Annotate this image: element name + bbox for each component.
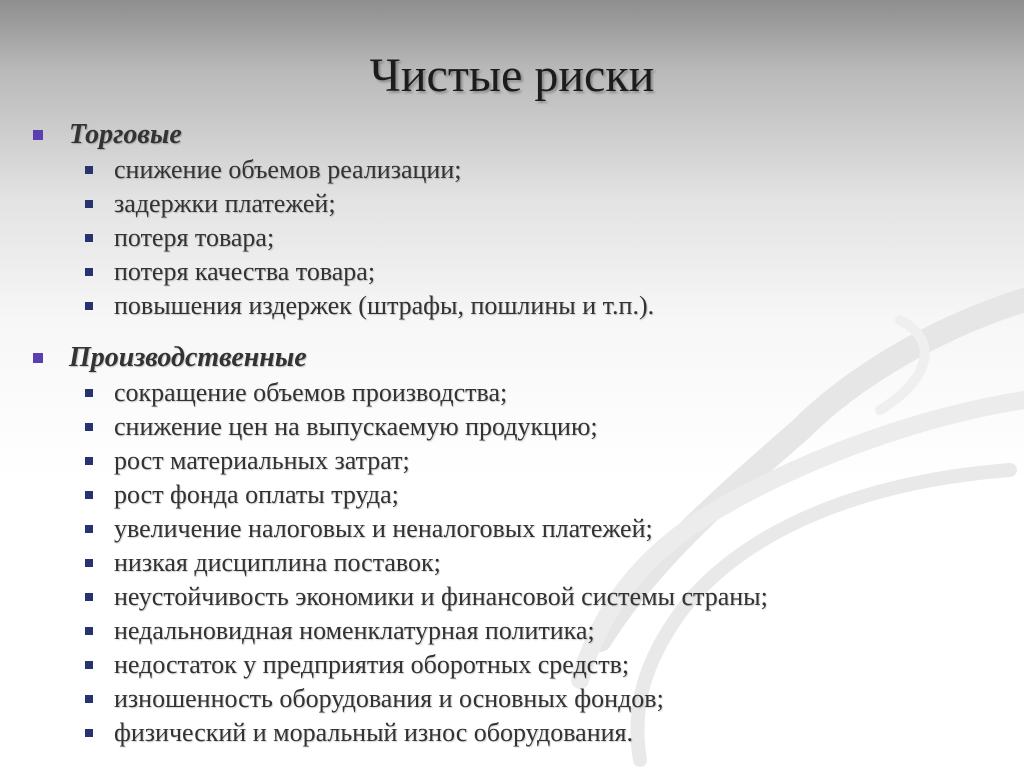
list-item-text: изношенность оборудования и основных фондов; — [114, 684, 664, 713]
list-item-text: повышения издержек (штрафы, пошлины и т.п.). — [114, 291, 655, 320]
list-item-text: сокращение объемов производства; — [114, 378, 508, 407]
list-item-text: физический и моральный износ оборудования. — [114, 718, 633, 747]
list-item-text: снижение объемов реализации; — [114, 155, 462, 184]
list-item-text: увеличение налоговых и неналоговых платежей; — [114, 514, 653, 543]
square-bullet-icon — [33, 353, 43, 363]
square-bullet-icon — [85, 302, 93, 310]
list-item-text: потеря товара; — [114, 223, 275, 252]
list-item-text: задержки платежей; — [114, 189, 336, 218]
square-bullet-icon — [85, 729, 93, 737]
list-item-text: неустойчивость экономики и финансовой системы страны; — [114, 582, 768, 611]
list-item-text: рост фонда оплаты труда; — [114, 480, 399, 509]
square-bullet-icon — [85, 166, 93, 174]
list-item-text: снижение цен на выпускаемую продукцию; — [114, 412, 598, 441]
list-item-text: недальновидная номенклатурная политика; — [114, 616, 595, 645]
square-bullet-icon — [85, 389, 93, 397]
square-bullet-icon — [33, 130, 43, 140]
square-bullet-icon — [85, 234, 93, 242]
square-bullet-icon — [85, 491, 93, 499]
list-item-text: недостаток у предприятия оборотных средств; — [114, 650, 630, 679]
square-bullet-icon — [85, 593, 93, 601]
slide-title: Чистые риски — [369, 49, 655, 102]
square-bullet-icon — [85, 457, 93, 465]
list-item-text: потеря качества товара; — [114, 257, 376, 286]
list-item-text: низкая дисциплина поставок; — [114, 548, 441, 577]
square-bullet-icon — [85, 627, 93, 635]
list-item-text: рост материальных затрат; — [114, 446, 410, 475]
section-title-production: Производственные — [69, 342, 307, 373]
square-bullet-icon — [85, 423, 93, 431]
square-bullet-icon — [85, 268, 93, 276]
square-bullet-icon — [85, 559, 93, 567]
square-bullet-icon — [85, 525, 93, 533]
square-bullet-icon — [85, 200, 93, 208]
section-title-trade: Торговые — [69, 119, 182, 150]
square-bullet-icon — [85, 695, 93, 703]
square-bullet-icon — [85, 661, 93, 669]
